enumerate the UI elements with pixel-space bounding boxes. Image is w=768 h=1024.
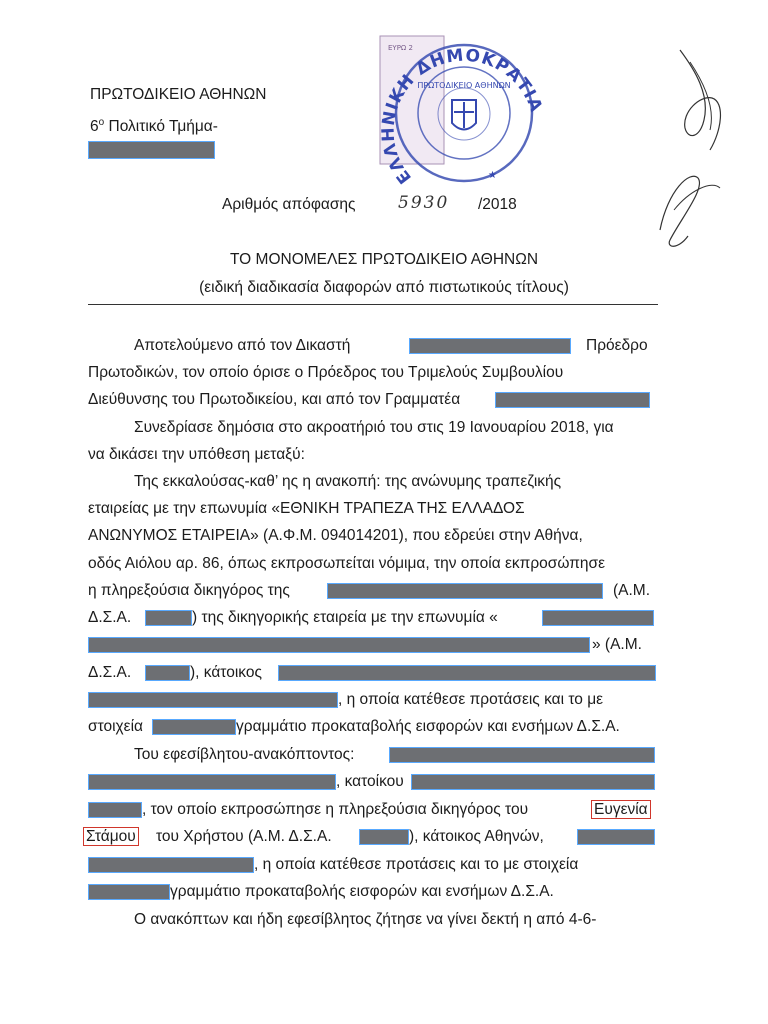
body-line: στοιχεία: [88, 718, 143, 735]
body-line: Πρόεδρο: [586, 337, 648, 354]
court-department: $6^o$ Πολιτικό Τμήμα-: [90, 117, 218, 136]
document-subtitle: (ειδική διαδικασία διαφορών από πιστωτικούς τίτλους): [199, 279, 569, 296]
decision-year: /2018: [478, 196, 517, 213]
redaction-block: [359, 829, 409, 845]
redaction-block: [411, 774, 655, 790]
stamp-inner-text: ΠΡΩΤΟΔΙΚΕΙΟ ΑΘΗΝΩΝ: [417, 81, 511, 90]
redaction-block: [88, 774, 336, 790]
redaction-block: [88, 692, 338, 708]
decision-label: Αριθμός απόφασης: [222, 196, 356, 213]
signature-lower: [640, 150, 760, 260]
redaction-block: [577, 829, 655, 845]
document-title: ΤΟ ΜΟΝΟΜΕΛΕΣ ΠΡΩΤΟΔΙΚΕΙΟ ΑΘΗΝΩΝ: [229, 251, 539, 268]
redaction-block: [278, 665, 656, 681]
body-line: οδός Αιόλου αρ. 86, όπως εκπροσωπείται νόμιμα, την οποία εκπροσώπησε: [88, 555, 606, 572]
body-line: (Α.Μ.: [613, 582, 651, 599]
body-line: η πληρεξούσια δικηγόρος της: [88, 582, 290, 599]
redaction-block: [327, 583, 603, 599]
court-name: ΠΡΩΤΟΔΙΚΕΙΟ ΑΘΗΝΩΝ: [90, 86, 267, 103]
court-stamp: [374, 28, 554, 198]
highlighted-name-last: Στάμου: [83, 828, 139, 846]
body-line: γραμμάτιο προκαταβολής εισφορών και ενσήμων Δ.Σ.Α.: [236, 718, 620, 735]
body-line: ), κάτοικος Αθηνών,: [409, 828, 544, 845]
redaction-block: [88, 857, 254, 873]
body-line: Δ.Σ.Α.: [88, 609, 132, 626]
body-line: » (Α.Μ.: [592, 636, 642, 653]
redaction-block: [145, 665, 190, 681]
redaction-block: [389, 747, 655, 763]
redaction-block: [152, 719, 236, 735]
redaction-block: [88, 802, 142, 818]
body-line: γραμμάτιο προκαταβολής εισφορών και ενσήμων Δ.Σ.Α.: [170, 883, 554, 900]
body-line: Της εκκαλούσας-καθ’ ης η ανακοπή: της ανώνυμης τραπεζικής: [134, 473, 562, 490]
body-line: ) της δικηγορικής εταιρεία με την επωνυμία «: [192, 609, 498, 626]
redaction-block: [409, 338, 571, 354]
redaction-block: [88, 637, 590, 653]
body-line: να δικάσει την υπόθεση μεταξύ:: [88, 446, 305, 463]
stamp-ring-text: ΕΛΛΗΝΙΚΗ ΔΗΜΟΚΡΑΤΙΑ: [378, 45, 547, 188]
body-line: Ο ανακόπτων και ήδη εφεσίβλητος ζήτησε να γίνει δεκτή η από 4-6-: [134, 911, 597, 928]
stamp-star-icon: ★: [488, 170, 497, 181]
body-line: , τον οποίο εκπροσώπησε η πληρεξούσια δικηγόρος του: [142, 801, 529, 818]
title-divider: [88, 304, 658, 305]
body-line: Αποτελούμενο από τον Δικαστή: [134, 337, 351, 354]
body-line: του Χρήστου (Α.Μ. Δ.Σ.Α.: [156, 828, 332, 845]
redaction-block: [145, 610, 192, 626]
body-line: ΑΝΩΝΥΜΟΣ ΕΤΑΙΡΕΙΑ» (Α.Φ.Μ. 094014201), που εδρεύει στην Αθήνα,: [88, 527, 583, 544]
redaction-block: [542, 610, 654, 626]
redaction-block: [88, 884, 170, 900]
stamp-fee-label: ΕΥΡΩ 2: [388, 44, 413, 52]
body-line: , η οποία κατέθεσε προτάσεις και το με: [338, 691, 604, 708]
body-line: ), κάτοικος: [190, 664, 262, 681]
body-line: Δ.Σ.Α.: [88, 664, 132, 681]
stamp-emblem: [438, 88, 490, 140]
body-line: , κατοίκου: [336, 773, 404, 790]
body-line: Πρωτοδικών, τον οποίο όρισε ο Πρόεδρος του Τριμελούς Συμβουλίου: [88, 364, 564, 381]
body-line: εταιρείας με την επωνυμία «ΕΘΝΙΚΗ ΤΡΑΠΕΖΑ ΤΗΣ ΕΛΛΑΔΟΣ: [88, 500, 525, 517]
redaction-block: [495, 392, 650, 408]
body-line: , η οποία κατέθεσε προτάσεις και το με στοιχεία: [254, 856, 579, 873]
body-line: Του εφεσίβλητου-ανακόπτοντος:: [134, 746, 355, 763]
body-line: Διεύθυνσης του Πρωτοδικείου, και από τον Γραμματέα: [88, 391, 461, 408]
decision-number-handwritten: 5930: [398, 193, 450, 213]
body-line: Συνεδρίασε δημόσια στο ακροατήριό του στις 19 Ιανουαρίου 2018, για: [134, 419, 614, 436]
highlighted-name-first: Ευγενία: [591, 801, 651, 819]
redaction-block: [88, 141, 215, 159]
